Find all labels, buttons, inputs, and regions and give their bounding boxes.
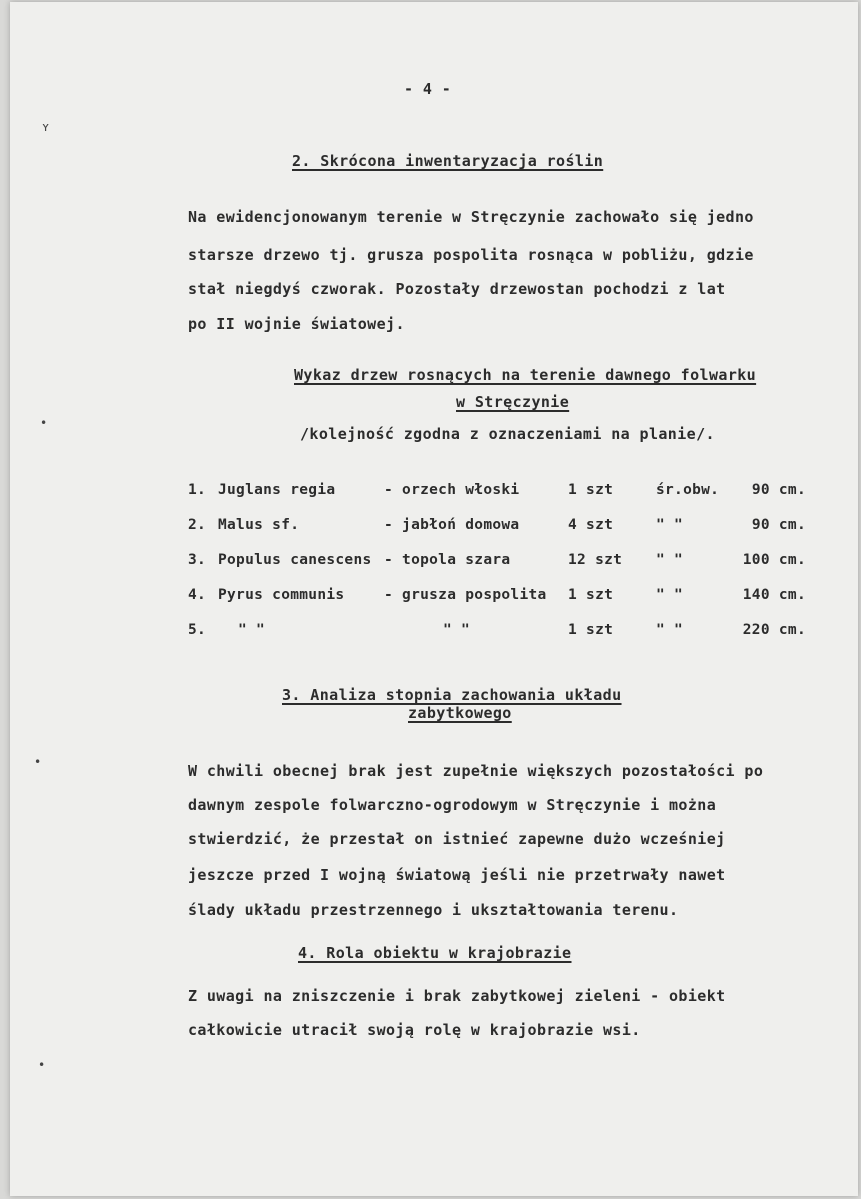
row-number: 5. xyxy=(188,622,207,638)
binder-mark: • xyxy=(34,755,42,769)
binder-mark: • xyxy=(40,416,48,430)
section-3-heading: zabytkowego xyxy=(408,704,512,722)
table-row xyxy=(188,517,818,552)
row-number: 4. xyxy=(188,587,207,603)
circumference: 90 cm. xyxy=(751,482,806,498)
paragraph-line: Z uwagi na zniszczenie i brak zabytkowej zieleni - obiekt xyxy=(188,987,726,1005)
paragraph-line: Na ewidencjonowanym terenie w Stręczynie zachowało się jedno xyxy=(188,208,754,226)
row-number: 2. xyxy=(188,517,207,533)
tree-list-note: /kolejność zgodna z oznaczeniami na planie/. xyxy=(300,425,715,443)
quantity: 4 szt xyxy=(568,517,614,533)
paragraph-line: całkowicie utracił swoją rolę w krajobrazie wsi. xyxy=(188,1021,641,1039)
measure-type: " " xyxy=(656,517,684,533)
tree-list-title: Wykaz drzew rosnących na terenie dawnego folwarku xyxy=(294,366,757,384)
section-2-heading: 2. Skrócona inwentaryzacja roślin xyxy=(292,152,604,170)
quantity: 1 szt xyxy=(568,622,614,638)
polish-name: - orzech włoski xyxy=(384,482,520,498)
measure-type: " " xyxy=(656,622,684,638)
paragraph-line: stał niegdyś czworak. Pozostały drzewostan pochodzi z lat xyxy=(188,280,726,298)
table-row xyxy=(188,622,818,657)
tree-list-title: w Stręczynie xyxy=(456,393,570,411)
quantity: 1 szt xyxy=(568,587,614,603)
paragraph-line: po II wojnie światowej. xyxy=(188,315,405,333)
paragraph-line: stwierdzić, że przestał on istnieć zapewne dużo wcześniej xyxy=(188,830,726,848)
table-row xyxy=(188,587,818,622)
section-3-heading: 3. Analiza stopnia zachowania układu xyxy=(282,686,622,704)
polish-name: - jabłoń domowa xyxy=(384,517,520,533)
page-number: - 4 - xyxy=(404,80,452,98)
paragraph-line: dawnym zespole folwarczno-ogrodowym w Stręczynie i można xyxy=(188,796,717,814)
circumference: 140 cm. xyxy=(742,587,806,603)
circumference: 220 cm. xyxy=(742,622,806,638)
polish-name: " " xyxy=(443,622,471,638)
tree-table xyxy=(188,482,818,657)
table-row xyxy=(188,482,818,517)
polish-name: - grusza pospolita xyxy=(384,587,547,603)
latin-name: Pyrus communis xyxy=(218,587,345,603)
binder-mark: ʏ xyxy=(42,120,50,134)
quantity: 1 szt xyxy=(568,482,614,498)
polish-name: - topola szara xyxy=(384,552,511,568)
row-number: 1. xyxy=(188,482,207,498)
measure-type: " " xyxy=(656,587,684,603)
paragraph-line: ślady układu przestrzennego i ukształtowania terenu. xyxy=(188,901,679,919)
table-row xyxy=(188,552,818,587)
paragraph-line: jeszcze przed I wojną światową jeśli nie przetrwały nawet xyxy=(188,866,726,884)
circumference: 100 cm. xyxy=(742,552,806,568)
section-4-heading: 4. Rola obiektu w krajobrazie xyxy=(298,944,572,962)
paragraph-line: W chwili obecnej brak jest zupełnie większych pozostałości po xyxy=(188,762,764,780)
row-number: 3. xyxy=(188,552,207,568)
measure-type: śr.obw. xyxy=(656,482,720,498)
circumference: 90 cm. xyxy=(751,517,806,533)
binder-mark: • xyxy=(38,1058,46,1072)
quantity: 12 szt xyxy=(568,552,623,568)
paragraph-line: starsze drzewo tj. grusza pospolita rosnąca w pobliżu, gdzie xyxy=(188,246,754,264)
latin-name: " " xyxy=(238,622,266,638)
latin-name: Juglans regia xyxy=(218,482,336,498)
latin-name: Populus canescens xyxy=(218,552,372,568)
measure-type: " " xyxy=(656,552,684,568)
latin-name: Malus sf. xyxy=(218,517,300,533)
